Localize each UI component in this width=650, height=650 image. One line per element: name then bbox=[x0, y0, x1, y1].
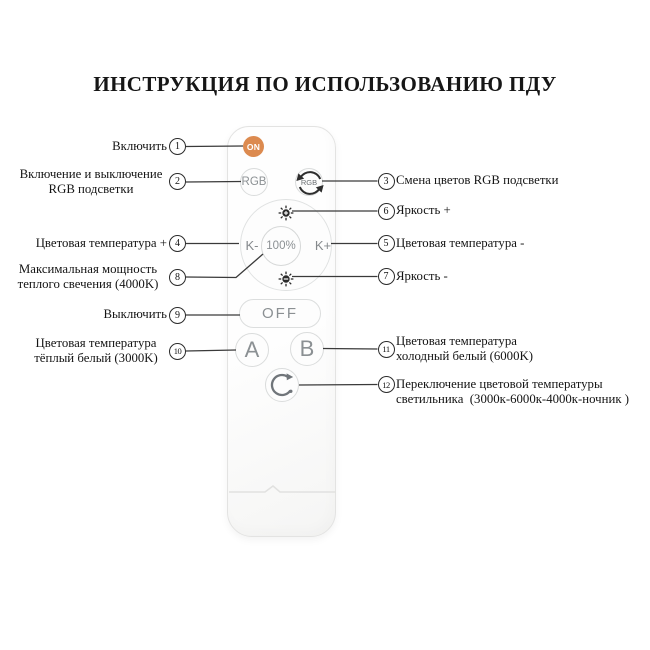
k-plus-button: K+ bbox=[314, 238, 332, 253]
callout-number-9: 9 bbox=[169, 307, 186, 324]
callout-number-3: 3 bbox=[378, 173, 395, 190]
callout-label-1: Включить bbox=[112, 139, 167, 153]
rgb-cycle-label: RGB bbox=[300, 177, 318, 187]
callout-label-5: Цветовая температура - bbox=[396, 236, 525, 250]
callout-number-11: 11 bbox=[378, 341, 395, 358]
callout-line-11 bbox=[323, 349, 378, 350]
off-button: OFF bbox=[239, 299, 321, 328]
callout-number-12: 12 bbox=[378, 376, 395, 393]
a-button: A bbox=[235, 333, 269, 367]
callout-line-1 bbox=[186, 146, 243, 147]
page-title: ИНСТРУКЦИЯ ПО ИСПОЛЬЗОВАНИЮ ПДУ bbox=[93, 72, 557, 96]
callout-line-12 bbox=[299, 385, 378, 386]
callout-line-2 bbox=[186, 182, 241, 183]
callout-line-8 bbox=[186, 254, 263, 278]
callout-label-2: Включение и выключение RGB подсветки bbox=[19, 167, 163, 196]
rgb-toggle-button: RGB bbox=[240, 168, 268, 196]
k-minus-button: K- bbox=[245, 238, 259, 253]
callout-number-4: 4 bbox=[169, 235, 186, 252]
callout-label-7: Яркость - bbox=[396, 269, 448, 283]
on-button: ON bbox=[243, 136, 264, 157]
full-power-button: 100% bbox=[261, 226, 301, 266]
callout-number-8: 8 bbox=[169, 269, 186, 286]
callout-number-7: 7 bbox=[378, 268, 395, 285]
callout-label-6: Яркость + bbox=[396, 203, 451, 217]
callout-number-5: 5 bbox=[378, 235, 395, 252]
callout-label-11: Цветовая температура холодный белый (6000K) bbox=[396, 334, 533, 363]
callout-label-8: Максимальная мощность теплого свечения (4000K) bbox=[17, 262, 159, 291]
callout-label-4: Цветовая температура + bbox=[35, 236, 167, 250]
callout-number-1: 1 bbox=[169, 138, 186, 155]
callout-label-12: Переключение цветовой температуры светильника (3000к-6000к-4000к-ночник ) bbox=[396, 377, 629, 406]
callout-label-3: Смена цветов RGB подсветки bbox=[396, 173, 559, 187]
b-button: B bbox=[290, 332, 324, 366]
callout-label-10: Цветовая температура тёплый белый (3000K) bbox=[34, 336, 158, 365]
callout-label-9: Выключить bbox=[103, 307, 167, 321]
callout-number-2: 2 bbox=[169, 173, 186, 190]
callout-line-10 bbox=[186, 350, 236, 351]
callout-number-6: 6 bbox=[378, 203, 395, 220]
callout-number-10: 10 bbox=[169, 343, 186, 360]
